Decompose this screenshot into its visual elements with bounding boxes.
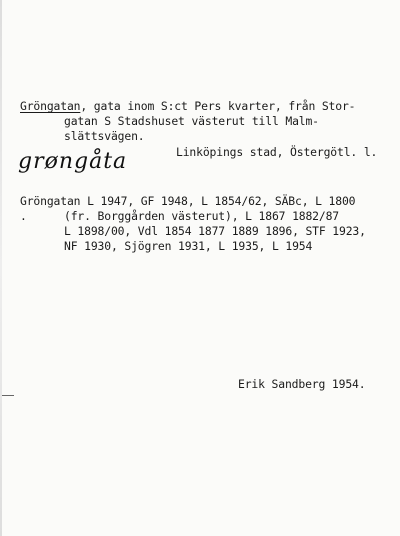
sources-bullet: . <box>20 209 27 223</box>
sources-line-2: (fr. Borggården västerut), L 1867 1882/87 <box>64 209 340 223</box>
street-name: Gröngatan <box>20 99 81 113</box>
sources-line-3: L 1898/00, Vdl 1854 1877 1889 1896, STF 1923, <box>64 224 366 238</box>
header-location: Linköpings stad, Östergötl. l. <box>176 145 378 159</box>
signature: Erik Sandberg 1954. <box>238 377 366 391</box>
header-line-3: slättsvägen. <box>64 129 145 143</box>
card-edge <box>0 0 2 536</box>
header-line-2: gatan S Stadshuset västerut till Malm- <box>64 114 319 128</box>
margin-tick-mark <box>2 395 14 396</box>
header-line-1-rest: , gata inom S:ct Pers kvarter, från Stor- <box>80 99 356 113</box>
header-line-1 <box>20 99 355 113</box>
sources-line-4: NF 1930, Sjögren 1931, L 1935, L 1954 <box>64 239 313 253</box>
sources-line-1: Gröngatan L 1947, GF 1948, L 1854/62, SÄBc, L 1800 <box>20 194 356 208</box>
handwritten-note: grøngåta <box>18 149 128 174</box>
